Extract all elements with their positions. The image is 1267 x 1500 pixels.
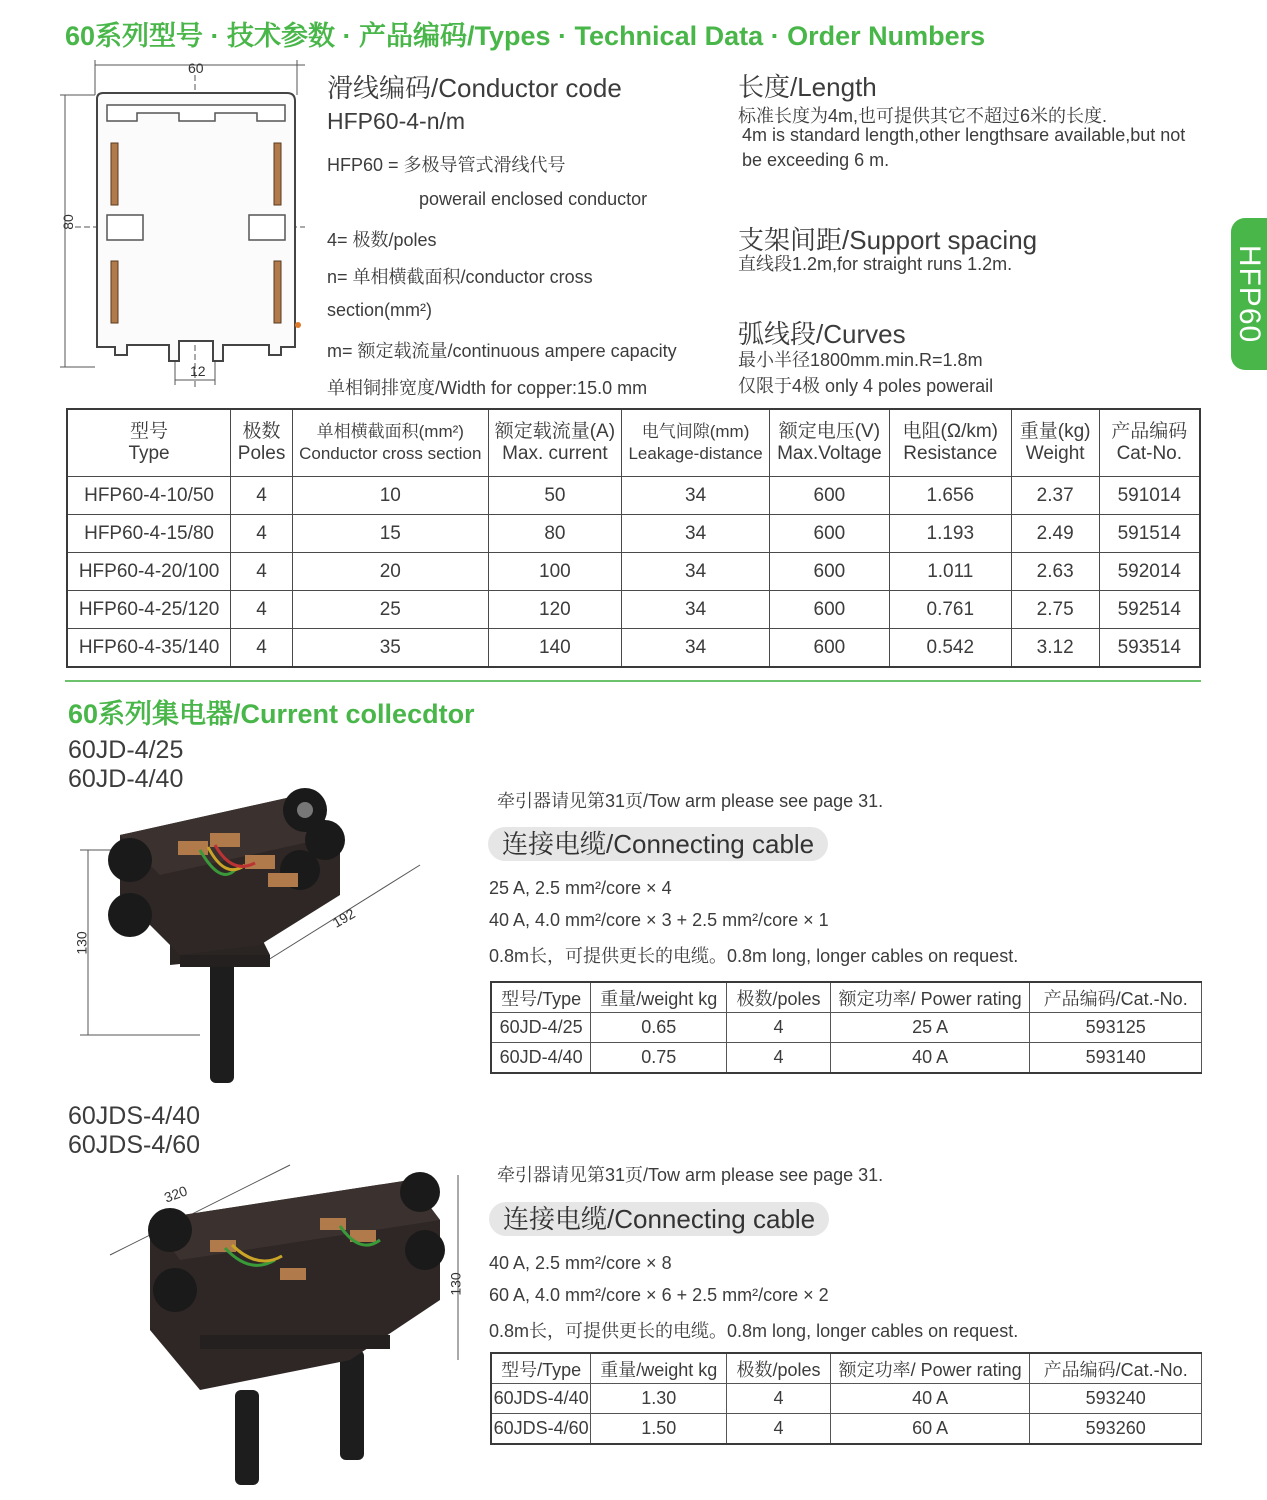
table-cell: 0.75 [591, 1043, 727, 1074]
table-cell: 593514 [1099, 629, 1200, 668]
table-cell: 593140 [1030, 1043, 1202, 1074]
table-cell: 0.542 [889, 629, 1011, 668]
conductor-line3: n= 单相横截面积/conductor cross [327, 267, 593, 287]
table-cell: 重量/weight kg [591, 982, 727, 1013]
table-cell: 极数/poles [727, 982, 831, 1013]
jd-tow-note: 牵引器请见第31页/Tow arm please see page 31. [497, 791, 884, 811]
table-cell: 型号/Type [491, 982, 591, 1013]
table-cell: 60JDS-4/60 [491, 1414, 591, 1445]
collector-title: 60系列集电器/Current collecdtor [68, 699, 475, 729]
table-row [67, 629, 1200, 668]
jds-collector-illustration [50, 1160, 470, 1495]
jd-model-2: 60JD-4/40 [68, 765, 184, 793]
jds-length-label: 320 [161, 1182, 190, 1206]
jd-collector-illustration [60, 775, 380, 1095]
page-title: 60系列型号 · 技术参数 · 产品编码/Types · Technical Data · Order Numbers [65, 21, 986, 51]
side-tab [1231, 218, 1267, 370]
spec-header-cell: 额定载流量(A) Max. current [488, 409, 622, 477]
conductor-line2: 4= 极数/poles [327, 230, 437, 250]
table-cell: HFP60-4-20/100 [67, 553, 231, 591]
table-cell: 产品编码/Cat.-No. [1030, 982, 1202, 1013]
section-divider [65, 680, 1201, 682]
table-cell: 额定功率/ Power rating [830, 1353, 1029, 1384]
jd-model-1: 60JD-4/25 [68, 736, 184, 764]
conductor-line1b: powerail enclosed conductor [419, 189, 648, 209]
table-cell: 额定功率/ Power rating [830, 982, 1029, 1013]
table-cell: 34 [622, 515, 770, 553]
table-cell: 10 [293, 477, 489, 515]
conductor-line4: m= 额定载流量/continuous ampere capacity [327, 341, 677, 361]
table-cell: 4 [231, 591, 293, 629]
table-cell: 4 [231, 477, 293, 515]
table-cell: 60JD-4/40 [491, 1043, 591, 1074]
table-row [491, 1043, 1202, 1074]
table-cell: 34 [622, 629, 770, 668]
profile-drawing [55, 55, 310, 395]
table-cell: 1.50 [591, 1414, 727, 1445]
table-cell: 34 [622, 477, 770, 515]
table-cell: 1.011 [889, 553, 1011, 591]
table-cell: 2.63 [1011, 553, 1099, 591]
jd-length-label: 192 [329, 905, 358, 931]
table-row [67, 477, 1200, 515]
table-cell: 4 [231, 553, 293, 591]
jds-table-header [491, 1353, 1202, 1384]
curves-line2: 仅限于4极 only 4 poles powerail [738, 376, 994, 396]
spec-table [66, 408, 1201, 668]
table-cell: 1.193 [889, 515, 1011, 553]
spec-table-header [67, 409, 1200, 477]
jd-cable-title: 连接电缆/Connecting cable [488, 827, 828, 861]
jds-model-1: 60JDS-4/40 [68, 1102, 201, 1130]
jds-table [490, 1352, 1202, 1445]
table-cell: 592014 [1099, 553, 1200, 591]
table-cell: 591014 [1099, 477, 1200, 515]
table-cell: 600 [769, 591, 889, 629]
gap-dim-label: 12 [190, 363, 206, 379]
table-cell: 600 [769, 553, 889, 591]
table-cell: 60 A [830, 1414, 1029, 1445]
table-row [67, 591, 1200, 629]
jds-tow-note: 牵引器请见第31页/Tow arm please see page 31. [497, 1165, 884, 1185]
table-row [491, 1414, 1202, 1445]
spec-header-cell: 电阻(Ω/km) Resistance [889, 409, 1011, 477]
height-dim-label: 80 [59, 214, 76, 230]
spec-header-cell: 型号 Type [67, 409, 231, 477]
table-cell: 1.656 [889, 477, 1011, 515]
jds-cable-line3: 0.8m长，可提供更长的电缆。0.8m long, longer cables on request. [489, 1321, 1019, 1341]
table-cell: HFP60-4-15/80 [67, 515, 231, 553]
table-row [67, 515, 1200, 553]
conductor-code-value: HFP60-4-n/m [327, 108, 466, 134]
spec-header-cell: 重量(kg) Weight [1011, 409, 1099, 477]
jd-table [490, 981, 1202, 1074]
table-cell: HFP60-4-10/50 [67, 477, 231, 515]
table-cell: 4 [727, 1384, 831, 1414]
table-cell: 2.75 [1011, 591, 1099, 629]
spec-header-cell: 极数 Poles [231, 409, 293, 477]
jd-cable-line3: 0.8m长，可提供更长的电缆。0.8m long, longer cables on request. [489, 946, 1019, 966]
table-cell: 140 [488, 629, 622, 668]
table-cell: HFP60-4-25/120 [67, 591, 231, 629]
table-cell: 0.65 [591, 1013, 727, 1043]
table-cell: 4 [231, 515, 293, 553]
spec-header-cell: 额定电压(V) Max.Voltage [769, 409, 889, 477]
table-cell: 4 [727, 1013, 831, 1043]
table-cell: 60JDS-4/40 [491, 1384, 591, 1414]
length-en2: be exceeding 6 m. [742, 150, 890, 170]
table-cell: 4 [231, 629, 293, 668]
side-tab-label: HFP60 [1233, 244, 1266, 344]
length-en1: 4m is standard length,other lengthsare available,but not [742, 125, 1186, 145]
jds-cable-line2: 60 A, 4.0 mm²/core × 6 + 2.5 mm²/core × 2 [489, 1285, 829, 1305]
width-dim-label: 60 [188, 60, 204, 76]
jds-model-2: 60JDS-4/60 [68, 1131, 201, 1159]
table-cell: 592514 [1099, 591, 1200, 629]
table-cell: 591514 [1099, 515, 1200, 553]
table-cell: 型号/Type [491, 1353, 591, 1384]
table-cell: 40 A [830, 1384, 1029, 1414]
table-row [491, 1013, 1202, 1043]
table-cell: 20 [293, 553, 489, 591]
jds-height-label: 130 [447, 1272, 464, 1296]
table-cell: 25 [293, 591, 489, 629]
jd-cable-line2: 40 A, 4.0 mm²/core × 3 + 2.5 mm²/core × 1 [489, 910, 829, 930]
length-title: 长度/Length [738, 72, 877, 102]
table-cell: 593125 [1030, 1013, 1202, 1043]
jd-cable-line1: 25 A, 2.5 mm²/core × 4 [489, 878, 672, 898]
table-cell: 593260 [1030, 1414, 1202, 1445]
table-cell: 600 [769, 477, 889, 515]
table-cell: 重量/weight kg [591, 1353, 727, 1384]
table-cell: 4 [727, 1043, 831, 1074]
table-cell: 15 [293, 515, 489, 553]
support-text: 直线段1.2m,for straight runs 1.2m. [738, 254, 1013, 274]
spec-header-cell: 单相横截面积(mm²) Conductor cross section [293, 409, 489, 477]
curves-line1: 最小半径1800mm.min.R=1.8m [738, 350, 983, 370]
spec-header-cell: 产品编码 Cat-No. [1099, 409, 1200, 477]
table-cell: 100 [488, 553, 622, 591]
conductor-line5: 单相铜排宽度/Width for copper:15.0 mm [327, 378, 648, 398]
table-cell: 600 [769, 629, 889, 668]
table-cell: 50 [488, 477, 622, 515]
table-cell: 2.49 [1011, 515, 1099, 553]
jd-table-header [491, 982, 1202, 1013]
table-cell: 80 [488, 515, 622, 553]
jds-cable-title: 连接电缆/Connecting cable [489, 1202, 829, 1236]
jd-height-label: 130 [73, 931, 90, 955]
support-title: 支架间距/Support spacing [738, 225, 1038, 255]
table-cell: 40 A [830, 1043, 1029, 1074]
table-cell: 593240 [1030, 1384, 1202, 1414]
table-cell: 4 [727, 1414, 831, 1445]
spec-header-cell: 电气间隙(mm) Leakage-distance [622, 409, 770, 477]
table-cell: 1.30 [591, 1384, 727, 1414]
table-cell: 34 [622, 553, 770, 591]
conductor-code-title: 滑线编码/Conductor code [327, 73, 622, 103]
table-cell: 极数/poles [727, 1353, 831, 1384]
table-row [67, 553, 1200, 591]
table-cell: 25 A [830, 1013, 1029, 1043]
table-cell: 2.37 [1011, 477, 1099, 515]
table-cell: 600 [769, 515, 889, 553]
table-cell: 产品编码/Cat.-No. [1030, 1353, 1202, 1384]
conductor-line3b: section(mm²) [327, 300, 433, 320]
curves-title: 弧线段/Curves [738, 319, 906, 349]
jds-cable-line1: 40 A, 2.5 mm²/core × 8 [489, 1253, 672, 1273]
table-cell: 120 [488, 591, 622, 629]
table-cell: 35 [293, 629, 489, 668]
table-cell: 60JD-4/25 [491, 1013, 591, 1043]
table-cell: 3.12 [1011, 629, 1099, 668]
conductor-line1: HFP60 = 多极导管式滑线代号 [327, 155, 566, 175]
table-cell: HFP60-4-35/140 [67, 629, 231, 668]
length-cn: 标准长度为4m,也可提供其它不超过6米的长度. [738, 106, 1108, 126]
table-row [491, 1384, 1202, 1414]
table-cell: 34 [622, 591, 770, 629]
table-cell: 0.761 [889, 591, 1011, 629]
